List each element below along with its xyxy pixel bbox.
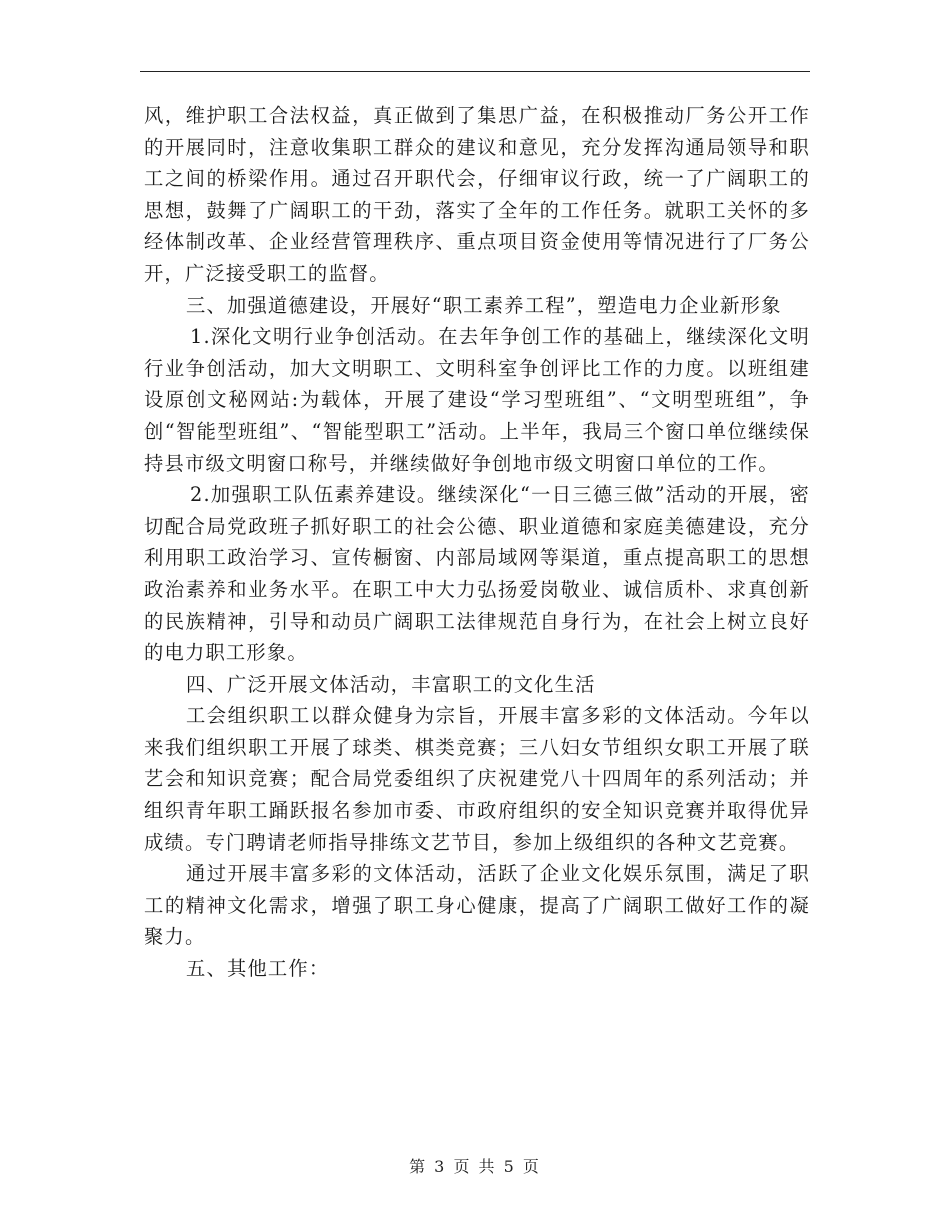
paragraph-sports-activities: 工会组织职工以群众健身为宗旨，开展丰富多彩的文体活动。今年以来我们组织职工开展了球类、棋类竞赛；三八妇女节组织女职工开展了联艺会和知识竞赛；配合局党委组织了庆祝建党八十四周年的系列活动；并组织青年职工踊跃报名参加市委、市政府组织的安全知识竞赛并取得优异成绩。专门聘请老师指导排练文艺节目，参加上级组织的各种文艺竞赛。 [144, 704, 810, 854]
paragraph-item-2: 2.加强职工队伍素养建设。继续深化“一日三德三做”活动的开展，密切配合局党政班子抓好职工的社会公德、职业道德和家庭美德建设，充分利用职工政治学习、宣传橱窗、内部局域网等渠道，重点提高职工的思想政治素养和业务水平。在职工中大力弘扬爱岗敬业、诚信质朴、求真创新的民族精神，引导和动员广阔职工法律规范自身行为，在社会上树立良好的电力职工形象。 [144, 483, 810, 665]
paragraph-activities-summary: 通过开展丰富多彩的文体活动，活跃了企业文化娱乐氛围，满足了职工的精神文化需求，增强了职工身心健康，提高了广阔职工做好工作的凝聚力。 [144, 862, 810, 949]
header-rule [140, 71, 810, 72]
section-heading-5: 五、其他工作： [186, 957, 330, 981]
page-footer [0, 1154, 950, 1177]
paragraph-item-1: 1.深化文明行业争创活动。在去年争创工作的基础上，继续深化文明行业争创活动，加大文明职工、文明科室争创评比工作的力度。以班组建设原创文秘网站:为载体，开展了建设“学习型班组”、“文明型班组”，争创“智能型班组”、“智能型职工”活动。上半年，我局三个窗口单位继续保持县市级文明窗口称号，并继续做好争创地市级文明窗口单位的工作。 [144, 325, 810, 475]
section-heading-3: 三、加强道德建设，开展好“职工素养工程”，塑造电力企业新形象 [186, 293, 782, 317]
document-body [144, 100, 810, 985]
paragraph-continuation: 风，维护职工合法权益，真正做到了集思广益，在积极推动厂务公开工作的开展同时，注意收集职工群众的建议和意见，充分发挥沟通局领导和职工之间的桥梁作用。通过召开职代会，仔细审议行政，统一了广阔职工的思想，鼓舞了广阔职工的干劲，落实了全年的工作任务。就职工关怀的多经体制改革、企业经营管理秩序、重点项目资金使用等情况进行了厂务公开，广泛接受职工的监督。 [144, 104, 810, 285]
section-heading-4: 四、广泛开展文体活动，丰富职工的文化生活 [186, 672, 596, 696]
page-number: 第 3 页 共 5 页 [409, 1157, 541, 1176]
